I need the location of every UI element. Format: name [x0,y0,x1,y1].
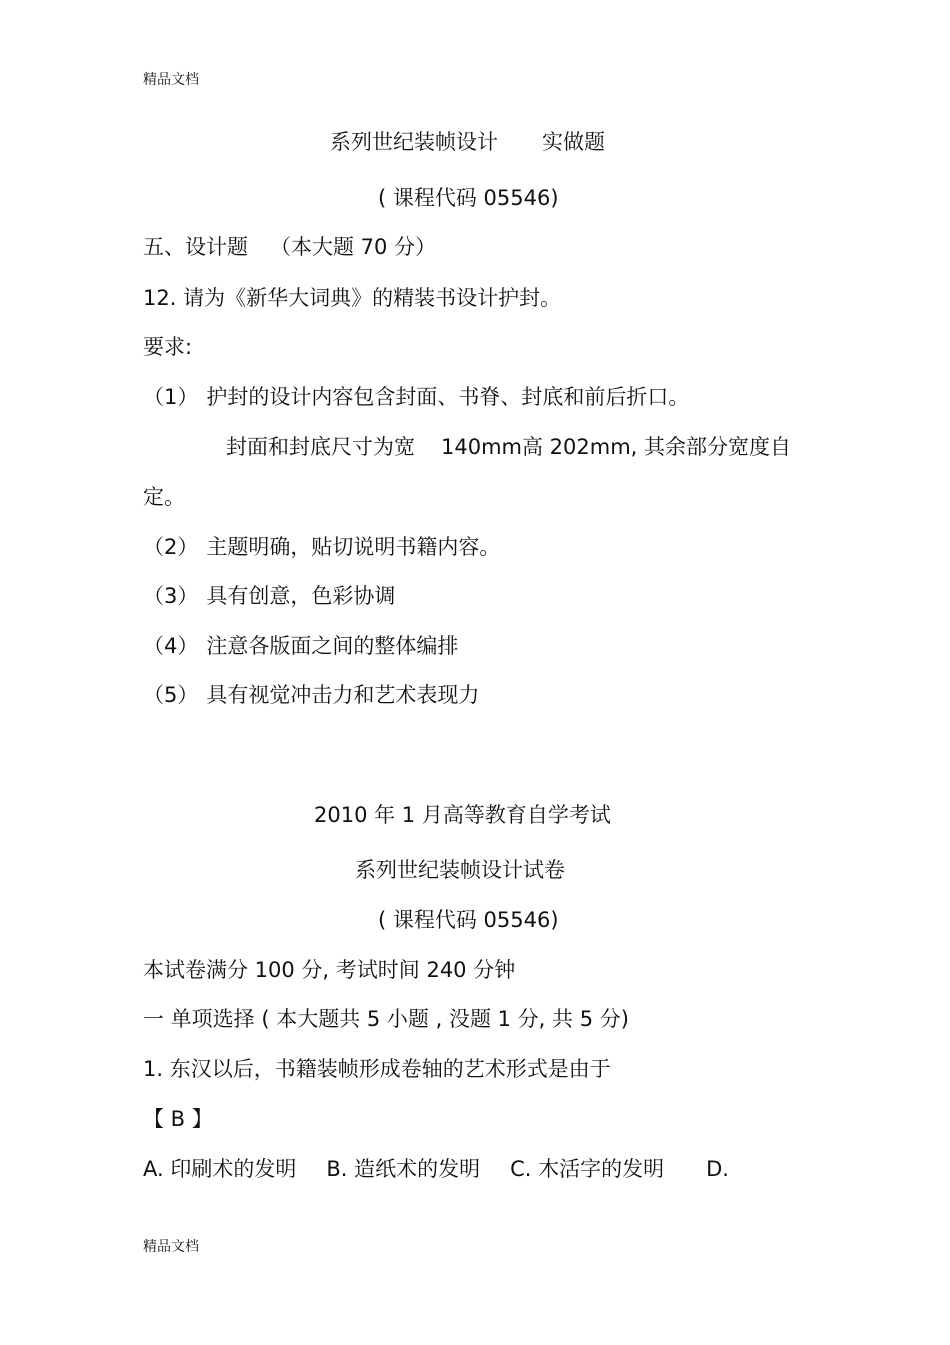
requirement-text: 具有视觉冲击力和艺术表现力 [206,683,480,707]
course-code: ( 课程代码 05546) [378,908,559,932]
size-requirement [226,433,791,461]
size-requirement-a: 封面和封底尺寸为宽 [226,435,415,459]
requirement-number: （2） [143,535,199,559]
page-header: 精品文档 [143,72,199,88]
part-heading-right: （本大题 70 分） [270,235,437,259]
option-b: B. 造纸术的发明 [326,1157,481,1181]
page-footer: 精品文档 [143,1239,199,1255]
option-d: D. [706,1157,729,1181]
section-title-left: 系列世纪装帧设计 [330,130,498,154]
requirement-number: （3） [143,584,199,608]
course-code: ( 课程代码 05546) [378,186,559,210]
question-1-answer: 【 B 】 [143,1107,213,1131]
section-title [330,128,605,156]
part-heading [143,233,436,261]
requirement-number: （4） [143,634,199,658]
part-one-heading: 一 单项选择 ( 本大题共 5 小题 , 没题 1 分, 共 5 分) [143,1007,629,1031]
requirement-number: （5） [143,683,199,707]
requirement-item [143,632,458,660]
requirement-item [143,533,500,561]
question-1-options [143,1155,729,1183]
requirements-label: 要求: [143,335,193,359]
option-c: C. 木活字的发明 [510,1157,665,1181]
size-requirement-continued: 定。 [143,485,185,509]
requirement-item [143,681,479,709]
requirement-item [143,582,395,610]
question-12: 12. 请为《新华大词典》的精装书设计护封。 [143,286,562,310]
paper-title: 系列世纪装帧设计试卷 [355,858,565,882]
requirement-text: 注意各版面之间的整体编排 [206,634,459,658]
part-heading-left: 五、设计题 [143,235,248,259]
requirement-text: 主题明确，贴切说明书籍内容。 [206,535,501,559]
question-1: 1. 东汉以后，书籍装帧形成卷轴的艺术形式是由于 [143,1057,611,1081]
requirement-text: 护封的设计内容包含封面、书脊、封底和前后折口。 [206,385,690,409]
requirement-number: （1） [143,385,199,409]
exam-title: 2010 年 1 月高等教育自学考试 [314,803,611,827]
score-info: 本试卷满分 100 分, 考试时间 240 分钟 [143,958,516,982]
requirement-item [143,383,689,411]
size-requirement-b: 140mm高 202mm, 其余部分宽度自 [441,435,792,459]
option-a: A. 印刷术的发明 [143,1157,297,1181]
section-title-right: 实做题 [542,130,605,154]
requirement-text: 具有创意，色彩协调 [206,584,396,608]
